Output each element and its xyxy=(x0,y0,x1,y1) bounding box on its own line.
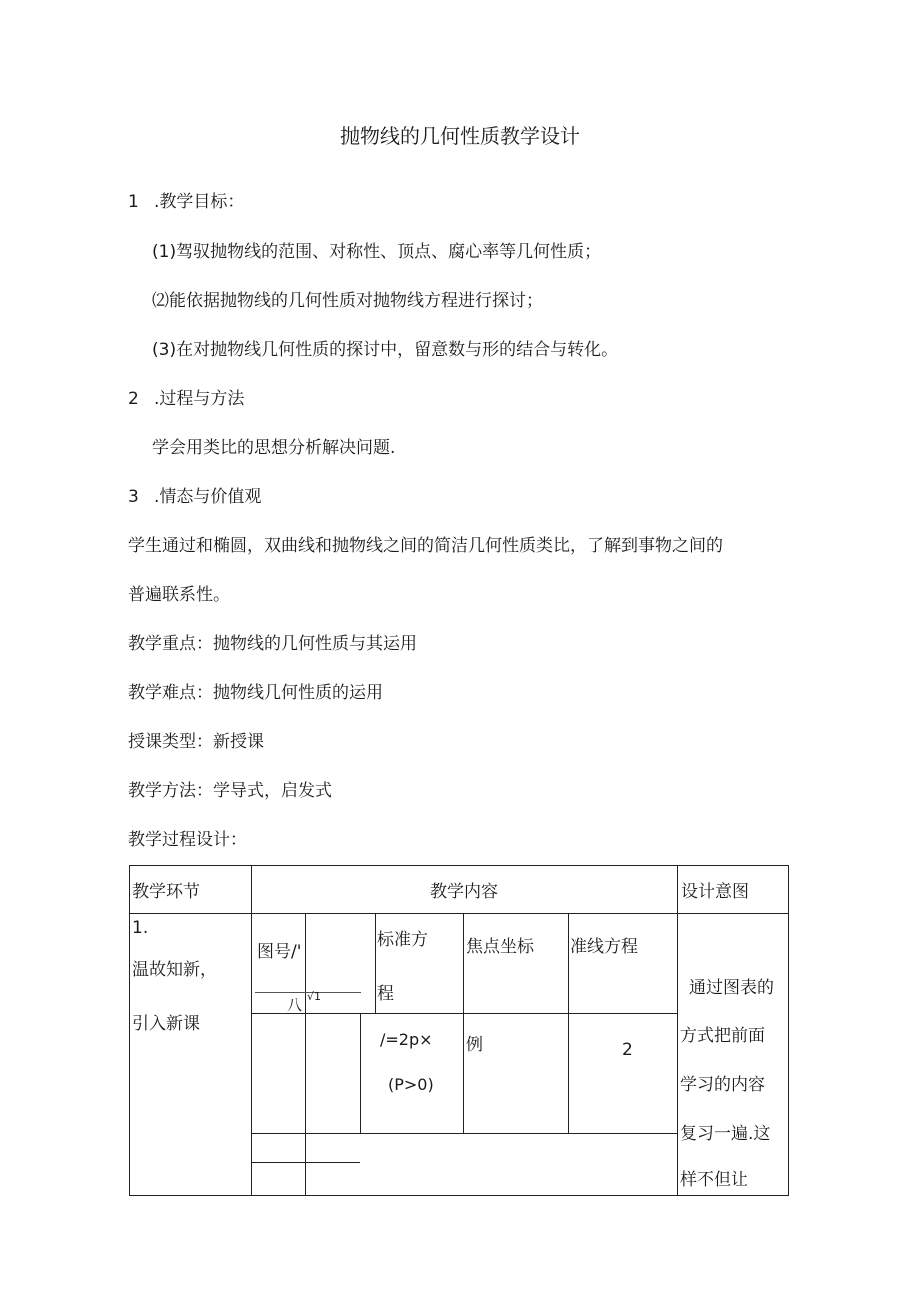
stage-line: 1. xyxy=(132,918,149,938)
difficulty: 教学难点：抛物线几何性质的运用 xyxy=(128,683,383,703)
table-divider xyxy=(463,913,464,1133)
table-divider xyxy=(305,913,306,1196)
stage-line: 温故知新， xyxy=(132,960,217,980)
section-3-title: .情态与价值观 xyxy=(154,487,262,507)
table-divider xyxy=(129,913,789,914)
inner-header-standard-eq: 标准方 xyxy=(377,930,428,950)
table-divider xyxy=(677,865,678,1196)
intent-line: 通过图表的 xyxy=(689,978,774,998)
objective-item-3: (3)在对抛物线几何性质的探讨中，留意数与形的结合与转化。 xyxy=(152,340,619,360)
intent-line: 学习的内容 xyxy=(680,1075,765,1095)
process-design-label: 教学过程设计： xyxy=(128,830,247,850)
equation-value: /=2p× xyxy=(380,1030,433,1049)
objective-item-2: ⑵能依据抛物线的几何性质对抛物线方程进行探讨； xyxy=(152,291,543,311)
figure-mark: 八 xyxy=(287,996,303,1014)
section-1-number: 1 xyxy=(128,192,139,212)
inner-header-standard-eq-2: 程 xyxy=(377,984,394,1004)
focus-value: 例 xyxy=(466,1035,483,1055)
table-divider xyxy=(251,865,252,1196)
table-divider xyxy=(375,913,376,1013)
inner-header-directrix: 准线方程 xyxy=(570,937,638,957)
section-3-text-line-2: 普遍联系性。 xyxy=(128,585,230,605)
section-2-number: 2 xyxy=(128,389,139,409)
header-stage: 教学环节 xyxy=(132,882,200,902)
table-divider xyxy=(251,1162,360,1163)
directrix-value: 2 xyxy=(622,1040,633,1060)
section-3-number: 3 xyxy=(128,487,139,507)
teaching-method: 教学方法：学导式，启发式 xyxy=(128,781,332,801)
section-2-heading xyxy=(128,387,244,411)
intent-line: 复习一遍.这 xyxy=(680,1124,771,1144)
section-3-heading xyxy=(128,485,261,509)
header-content: 教学内容 xyxy=(430,882,498,902)
section-3-text-line-1: 学生通过和椭圆，双曲线和抛物线之间的简洁几何性质类比，了解到事物之间的 xyxy=(128,536,723,556)
lesson-type: 授课类型：新授课 xyxy=(128,732,264,752)
section-2-title: .过程与方法 xyxy=(154,389,245,409)
inner-header-focus: 焦点坐标 xyxy=(466,937,534,957)
stage-line: 引入新课 xyxy=(132,1014,200,1034)
figure-sup: √1 xyxy=(307,990,322,1003)
section-2-text: 学会用类比的思想分析解决问题. xyxy=(152,438,396,458)
objective-item-1: (1)驾驭抛物线的范围、对称性、顶点、腐心率等几何性质； xyxy=(152,242,602,262)
section-1-heading xyxy=(128,190,244,214)
inner-header-figure: 图号/' xyxy=(257,942,302,962)
section-1-title: .教学目标： xyxy=(154,192,245,212)
intent-line: 样不但让 xyxy=(680,1170,748,1190)
table-divider xyxy=(251,1133,677,1134)
table-divider xyxy=(251,1013,677,1014)
header-intent: 设计意图 xyxy=(681,882,749,902)
equation-condition: (P>0) xyxy=(388,1075,434,1094)
table-divider xyxy=(568,913,569,1133)
document-title: 抛物线的几何性质教学设计 xyxy=(340,124,580,148)
key-point: 教学重点：抛物线的几何性质与其运用 xyxy=(128,634,417,654)
table-divider xyxy=(360,1013,361,1133)
intent-line: 方式把前面 xyxy=(680,1026,765,1046)
